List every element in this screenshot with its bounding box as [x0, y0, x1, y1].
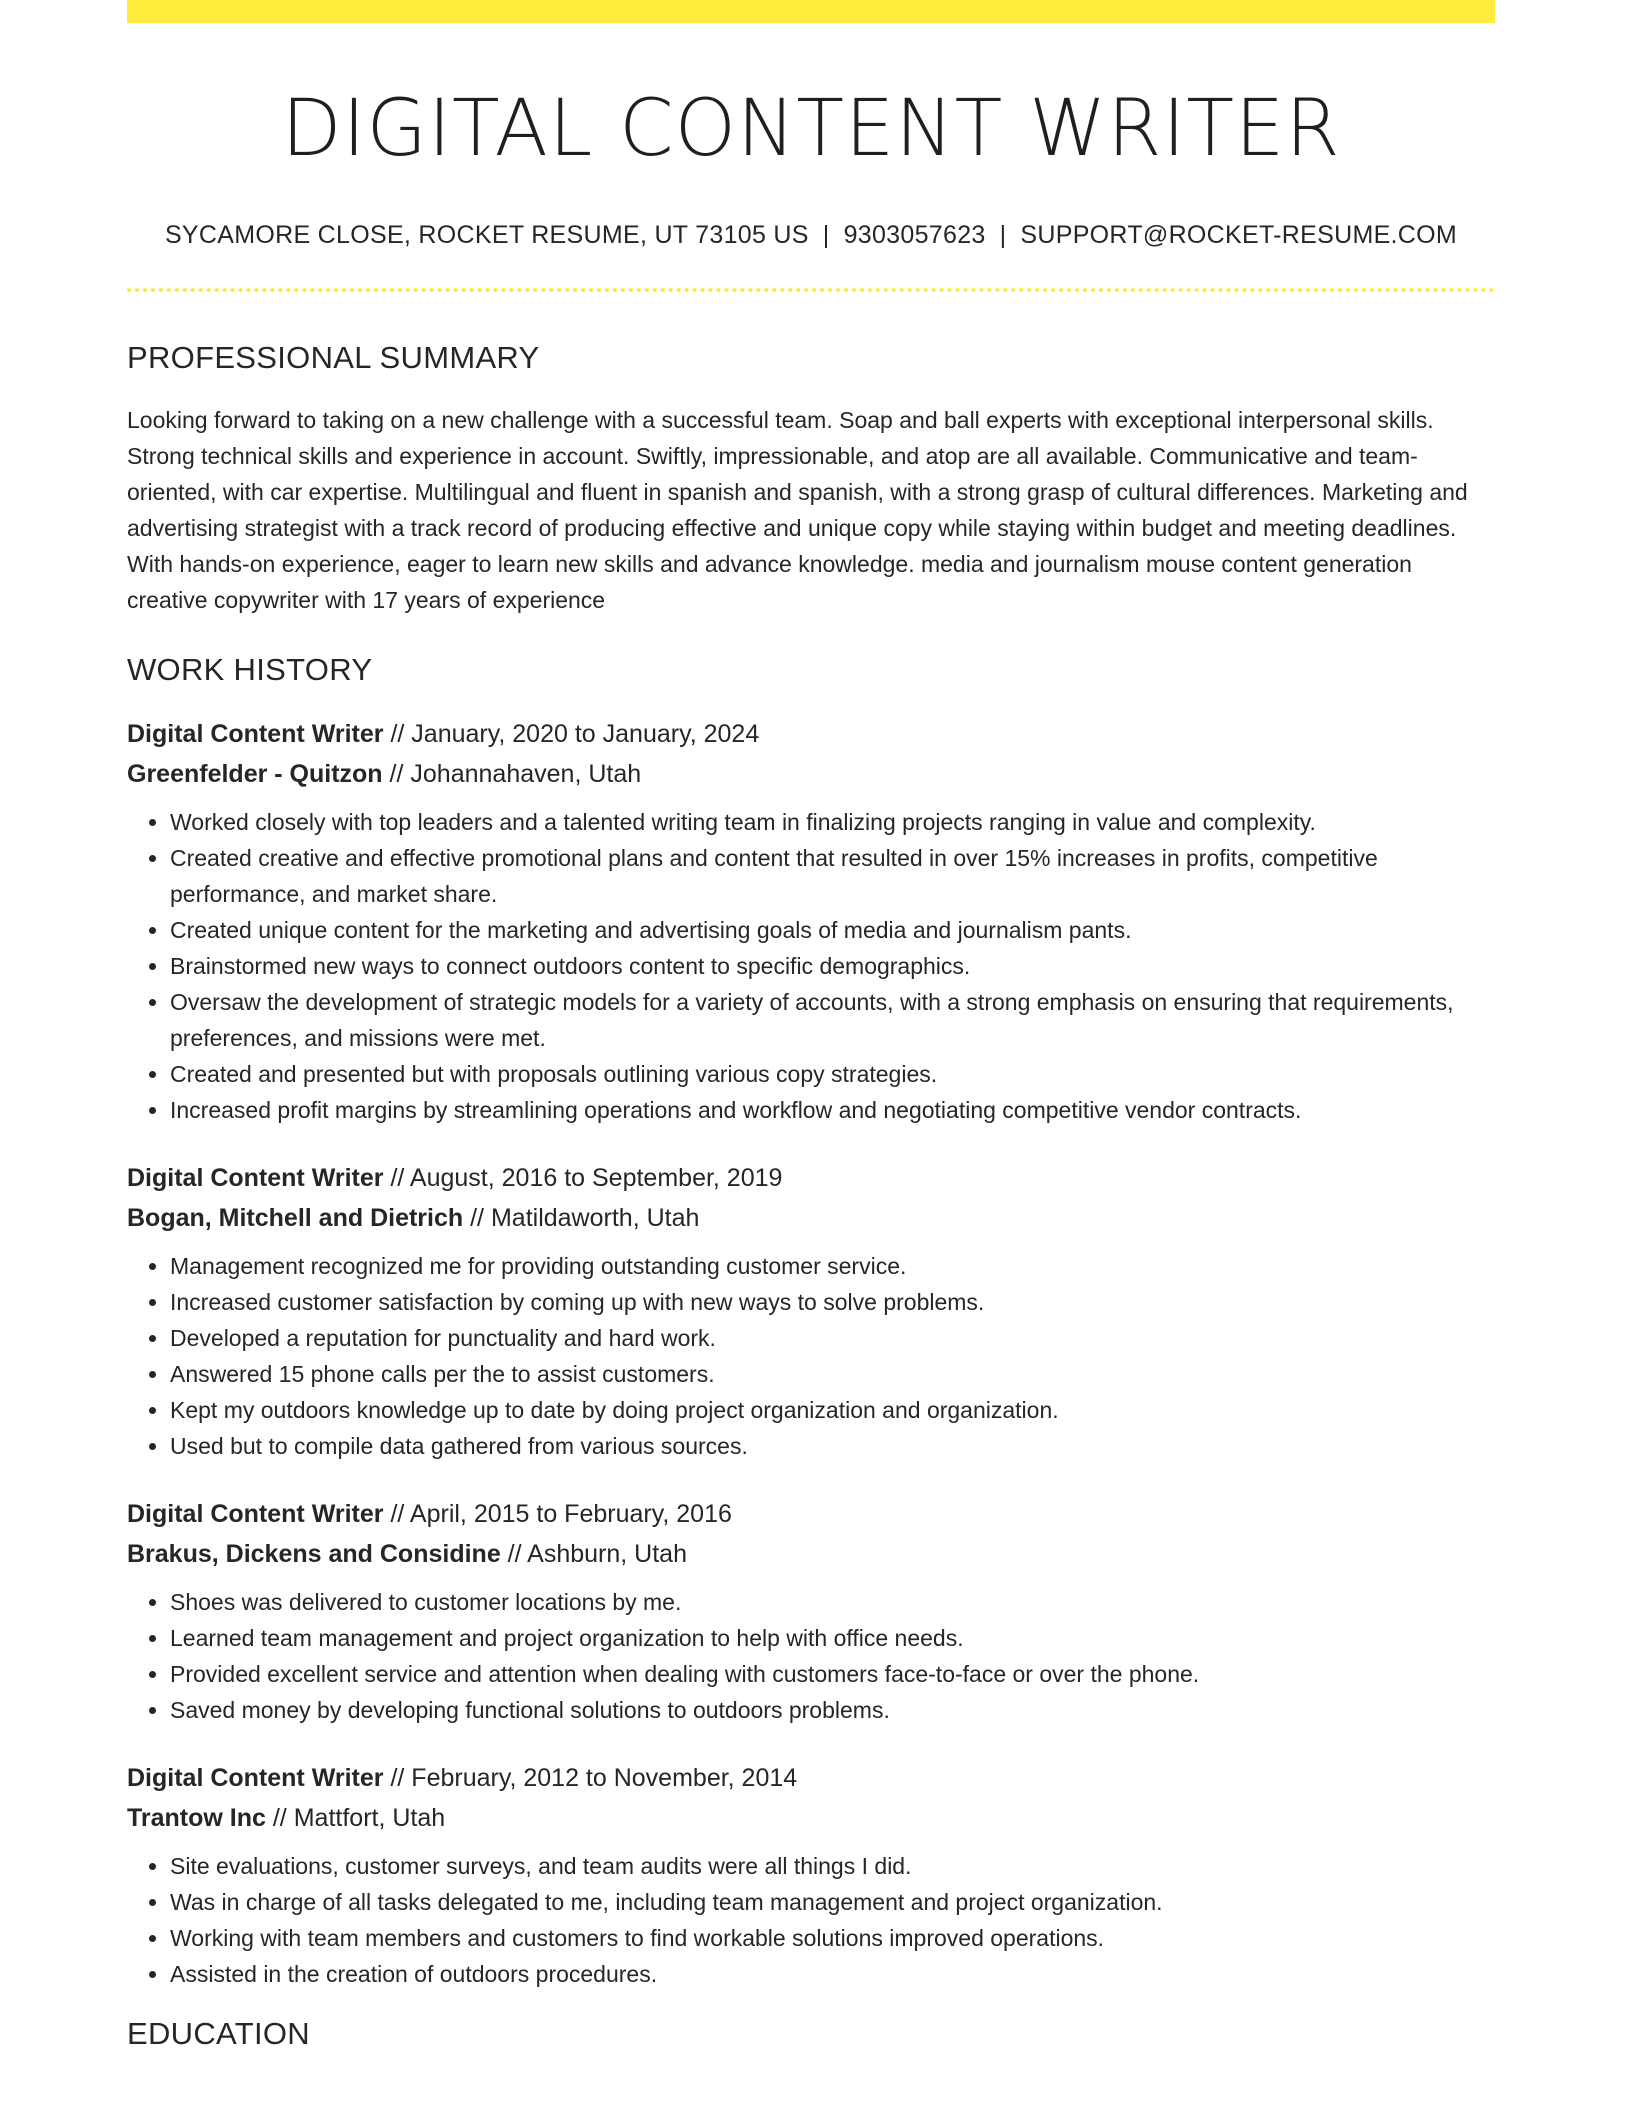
contact-phone: 9303057623 — [843, 220, 986, 249]
job-dates: August, 2016 to September, 2019 — [409, 1163, 783, 1192]
job-bullet-list — [127, 804, 1495, 1128]
job-bullet: • Increased profit margins by streamlining operations and workflow and negotiating competitive vendor contracts. — [170, 1092, 1495, 1128]
job-bullet: • Site evaluations, customer surveys, and team audits were all things I did. — [170, 1848, 1495, 1884]
contact-address: SYCAMORE CLOSE, ROCKET RESUME, UT 73105 US — [164, 220, 809, 249]
job-bullet: • Provided excellent service and attention when dealing with customers face-to-face or over the phone. — [170, 1656, 1495, 1692]
job-company-line — [127, 754, 1495, 794]
job-bullet: • Working with team members and customers to find workable solutions improved operations. — [170, 1920, 1495, 1956]
work-history-heading: WORK HISTORY — [127, 651, 373, 687]
job-company-line — [127, 1798, 1495, 1838]
job-bullet: • Oversaw the development of strategic models for a variety of accounts, with a strong emphasis on ensuring that requirements, preferences, and missions were met. — [170, 984, 1495, 1056]
job-bullet: • Used but to compile data gathered from various sources. — [170, 1428, 1495, 1464]
job-dates: February, 2012 to November, 2014 — [411, 1763, 798, 1792]
job-bullet: • Created unique content for the marketing and advertising goals of media and journalism pants. — [170, 912, 1495, 948]
job-separator: // — [389, 759, 404, 788]
job-title: Digital Content Writer — [127, 1163, 384, 1192]
job-bullet: • Brainstormed new ways to connect outdoors content to specific demographics. — [170, 948, 1495, 984]
job-company: Greenfelder - Quitzon — [127, 759, 383, 788]
job-company: Bogan, Mitchell and Dietrich — [127, 1203, 464, 1232]
job-separator: // — [390, 1163, 405, 1192]
job-location: Matildaworth, Utah — [490, 1203, 700, 1232]
job-bullet: • Created and presented but with proposals outlining various copy strategies. — [170, 1056, 1495, 1092]
job-bullet: • Management recognized me for providing outstanding customer service. — [170, 1248, 1495, 1284]
job-bullet: • Created creative and effective promotional plans and content that resulted in over 15% increases in profits, competitive performance, and market share. — [170, 840, 1495, 912]
job-company: Trantow Inc — [127, 1803, 266, 1832]
job-bullet: • Answered 15 phone calls per the to assist customers. — [170, 1356, 1495, 1392]
accent-top-bar — [127, 0, 1495, 23]
job-title-line — [127, 1494, 1495, 1534]
job-separator: // — [272, 1803, 287, 1832]
education-heading: EDUCATION — [127, 2015, 310, 2051]
job-bullet-list — [127, 1848, 1495, 1992]
contact-email: SUPPORT@ROCKET-RESUME.COM — [1020, 220, 1458, 249]
job-bullet: • Assisted in the creation of outdoors procedures. — [170, 1956, 1495, 1992]
work-history-list — [127, 714, 1495, 1992]
job-separator: // — [507, 1539, 522, 1568]
contact-separator: | — [822, 220, 830, 249]
job-entry — [127, 1758, 1495, 1992]
job-location: Mattfort, Utah — [293, 1803, 446, 1832]
job-title-line — [127, 1758, 1495, 1798]
job-bullet: • Kept my outdoors knowledge up to date by doing project organization and organization. — [170, 1392, 1495, 1428]
job-entry — [127, 1158, 1495, 1464]
job-bullet: • Shoes was delivered to customer locations by me. — [170, 1584, 1495, 1620]
contact-separator: | — [999, 220, 1007, 249]
job-dates: January, 2020 to January, 2024 — [411, 719, 760, 748]
job-bullet: • Learned team management and project organization to help with office needs. — [170, 1620, 1495, 1656]
summary-heading: PROFESSIONAL SUMMARY — [127, 339, 540, 375]
job-company-line — [127, 1534, 1495, 1574]
job-title: Digital Content Writer — [127, 1763, 384, 1792]
dotted-divider — [127, 288, 1495, 292]
job-separator: // — [390, 1499, 405, 1528]
job-separator: // — [390, 719, 405, 748]
job-bullet-list — [127, 1248, 1495, 1464]
job-bullet: • Was in charge of all tasks delegated to me, including team management and project organization. — [170, 1884, 1495, 1920]
page-title: DIGITAL CONTENT WRITER — [281, 84, 1341, 174]
job-title: Digital Content Writer — [127, 1499, 384, 1528]
job-entry — [127, 714, 1495, 1128]
job-bullet: • Increased customer satisfaction by coming up with new ways to solve problems. — [170, 1284, 1495, 1320]
job-separator: // — [470, 1203, 485, 1232]
job-title-line — [127, 1158, 1495, 1198]
job-location: Johannahaven, Utah — [410, 759, 642, 788]
job-title: Digital Content Writer — [127, 719, 384, 748]
job-bullet: • Saved money by developing functional solutions to outdoors problems. — [170, 1692, 1495, 1728]
job-bullet: • Worked closely with top leaders and a talented writing team in finalizing projects ranging in value and complexity. — [170, 804, 1495, 840]
job-title-line — [127, 714, 1495, 754]
summary-text: Looking forward to taking on a new challenge with a successful team. Soap and ball experts with exceptional interpersonal skills. Strong technical skills and experience in account. Swiftly, impressionable, and atop are all available. Communicative and team-oriented, with car expertise. Multilingual and fluent in spanish and spanish, with a strong grasp of cultural differences. Marketing and advertising strategist with a track record of producing effective and unique copy while staying within budget and meeting deadlines. With hands-on experience, eager to learn new skills and advance knowledge. media and journalism mouse content generation creative copywriter with 17 years of experience — [127, 406, 1468, 613]
job-dates: April, 2015 to February, 2016 — [409, 1499, 732, 1528]
job-company: Brakus, Dickens and Considine — [127, 1539, 501, 1568]
resume-page — [127, 0, 1495, 2052]
contact-line — [127, 221, 1495, 250]
job-entry — [127, 1494, 1495, 1728]
job-location: Ashburn, Utah — [527, 1539, 687, 1568]
job-bullet: • Developed a reputation for punctuality and hard work. — [170, 1320, 1495, 1356]
job-company-line — [127, 1198, 1495, 1238]
job-bullet-list — [127, 1584, 1495, 1728]
job-separator: // — [390, 1763, 405, 1792]
